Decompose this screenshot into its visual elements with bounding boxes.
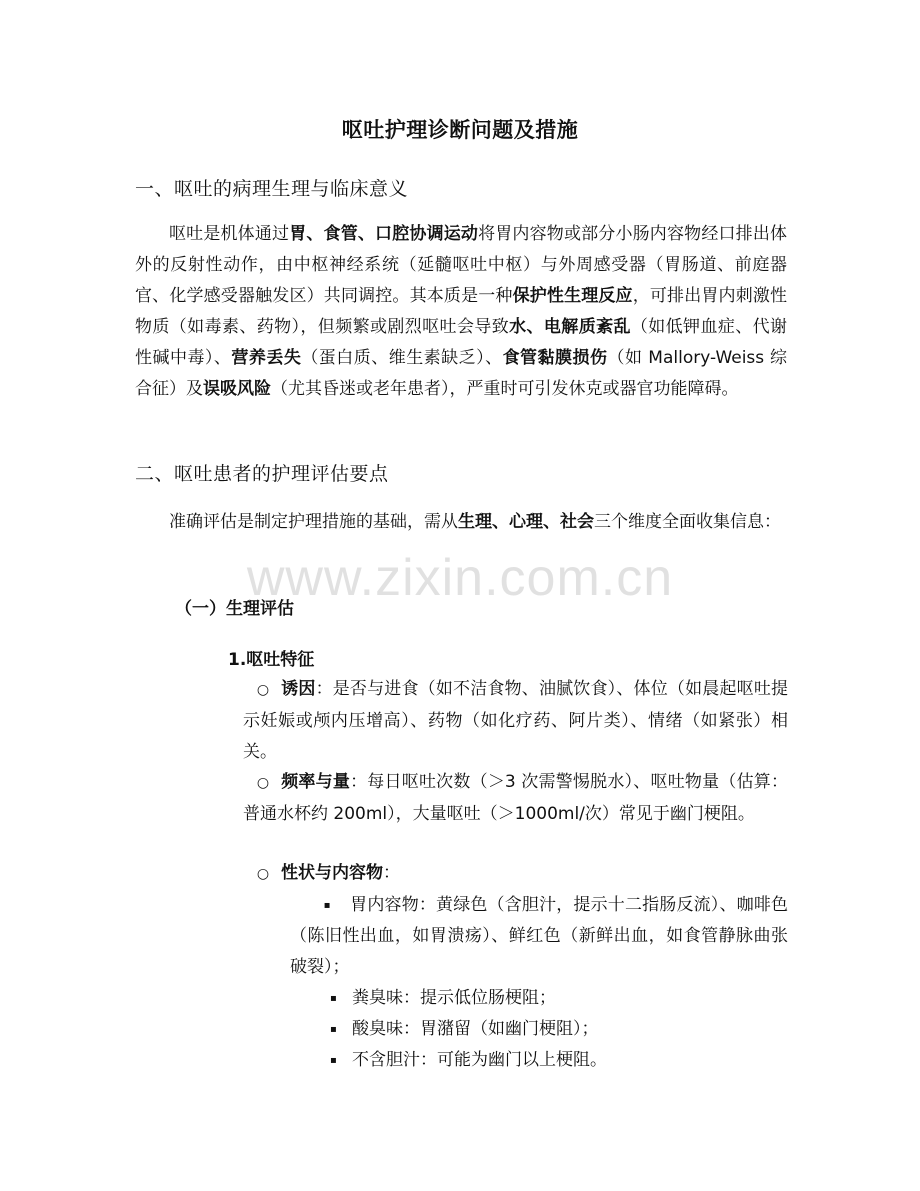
- square-bullet-icon: ▪: [323, 900, 331, 911]
- paragraph-assessment-intro: 准确评估是制定护理措施的基础，需从生理、心理、社会三个维度全面收集信息：: [169, 512, 781, 532]
- sub-list-item-no-bile: ▪ 不含胆汁：可能为幽门以上梗阻。: [330, 1045, 790, 1076]
- square-bullet-icon: ▪: [330, 1024, 337, 1035]
- square-bullet-icon: ▪: [330, 1055, 337, 1066]
- subheading-physiological-assessment: （一）生理评估: [175, 599, 294, 619]
- circle-bullet-icon: ○: [256, 682, 270, 698]
- sub-list-item-sour-odor: ▪ 酸臭味：胃潴留（如幽门梗阻）；: [330, 1014, 790, 1045]
- list-item-character-content: ○ 性状与内容物：: [243, 858, 788, 890]
- watermark: www.zixin.com.cn: [246, 549, 674, 607]
- list-item-frequency-volume: ○ 频率与量：每日呕吐次数（＞3 次需警惕脱水）、呕吐物量（估算：普通水杯约 200ml），大量呕吐（＞1000ml/次）常见于幽门梗阻。: [243, 767, 788, 830]
- sub-list-item-gastric-content: ▪ 胃内容物：黄绿色（含胆汁，提示十二指肠反流）、咖啡色（陈旧性出血，如胃溃疡）、鲜红色（新鲜出血，如食管静脉曲张破裂）；: [290, 890, 788, 983]
- section-heading-2: 二、呕吐患者的护理评估要点: [135, 463, 389, 485]
- paragraph-pathophysiology: 呕吐是机体通过胃、食管、口腔协调运动将胃内容物或部分小肠内容物经口排出体外的反射性动作，由中枢神经系统（延髓呕吐中枢）与外周感受器（胃肠道、前庭器官、化学感受器触发区）共同调控。其本质是一种保护性生理反应，可排出胃内刺激性物质（如毒素、药物），但频繁或剧烈呕吐会导致水、电解质紊乱（如低钾血症、代谢性碱中毒）、营养丢失（蛋白质、维生素缺乏）、食管黏膜损伤（如 Mallory-Weiss 综合征）及误吸风险（尤其昏迷或老年患者），严重时可引发休克或器官功能障碍。: [135, 224, 788, 399]
- circle-bullet-icon: ○: [256, 866, 270, 882]
- section-heading-1: 一、呕吐的病理生理与临床意义: [135, 178, 409, 200]
- document-title: 呕吐护理诊断问题及措施: [341, 118, 579, 142]
- sub-list-item-fecal-odor: ▪ 粪臭味：提示低位肠梗阻；: [330, 983, 790, 1014]
- list-item-triggers: ○ 诱因：是否与进食（如不洁食物、油腻饮食）、体位（如晨起呕吐提示妊娠或颅内压增高）、药物（如化疗药、阿片类）、情绪（如紧张）相关。: [243, 674, 788, 768]
- circle-bullet-icon: ○: [256, 775, 270, 791]
- numbered-item-vomiting-features: 1.呕吐特征: [228, 650, 315, 670]
- square-bullet-icon: ▪: [330, 993, 337, 1004]
